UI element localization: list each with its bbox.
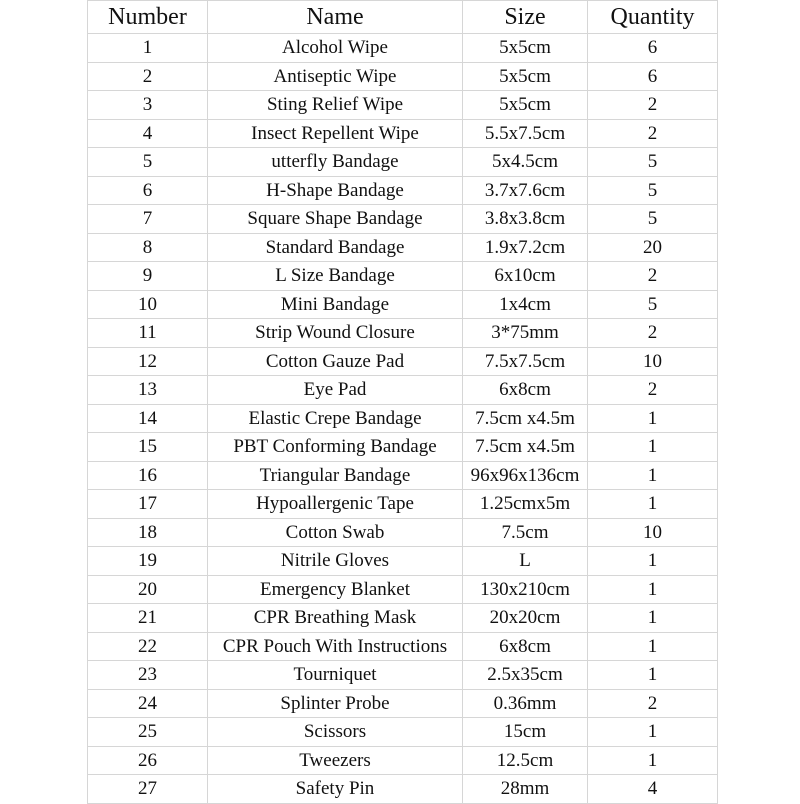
cell-quantity: 5 bbox=[588, 148, 718, 177]
cell-size: 5x4.5cm bbox=[463, 148, 588, 177]
table-body bbox=[88, 34, 718, 804]
cell-quantity: 1 bbox=[588, 632, 718, 661]
table-row bbox=[88, 661, 718, 690]
cell-number: 10 bbox=[88, 290, 208, 319]
cell-quantity: 5 bbox=[588, 290, 718, 319]
cell-name: Hypoallergenic Tape bbox=[208, 490, 463, 519]
cell-number: 14 bbox=[88, 404, 208, 433]
cell-name: Tweezers bbox=[208, 746, 463, 775]
cell-name: Splinter Probe bbox=[208, 689, 463, 718]
header-quantity: Quantity bbox=[588, 1, 718, 34]
cell-size: 2.5x35cm bbox=[463, 661, 588, 690]
cell-name: Cotton Gauze Pad bbox=[208, 347, 463, 376]
cell-quantity: 1 bbox=[588, 575, 718, 604]
table-row bbox=[88, 262, 718, 291]
cell-size: 1.25cmx5m bbox=[463, 490, 588, 519]
cell-size: 6x8cm bbox=[463, 376, 588, 405]
cell-number: 24 bbox=[88, 689, 208, 718]
cell-size: 6x10cm bbox=[463, 262, 588, 291]
table-row bbox=[88, 547, 718, 576]
cell-quantity: 1 bbox=[588, 661, 718, 690]
cell-number: 4 bbox=[88, 119, 208, 148]
cell-number: 25 bbox=[88, 718, 208, 747]
cell-number: 27 bbox=[88, 775, 208, 804]
cell-size: 96x96x136cm bbox=[463, 461, 588, 490]
cell-size: 7.5x7.5cm bbox=[463, 347, 588, 376]
cell-quantity: 1 bbox=[588, 547, 718, 576]
cell-quantity: 1 bbox=[588, 404, 718, 433]
cell-name: L Size Bandage bbox=[208, 262, 463, 291]
cell-number: 2 bbox=[88, 62, 208, 91]
cell-quantity: 2 bbox=[588, 319, 718, 348]
cell-name: CPR Pouch With Instructions bbox=[208, 632, 463, 661]
cell-quantity: 2 bbox=[588, 376, 718, 405]
cell-number: 3 bbox=[88, 91, 208, 120]
cell-quantity: 4 bbox=[588, 775, 718, 804]
cell-size: 12.5cm bbox=[463, 746, 588, 775]
cell-size: 0.36mm bbox=[463, 689, 588, 718]
table-row bbox=[88, 176, 718, 205]
cell-quantity: 1 bbox=[588, 490, 718, 519]
cell-quantity: 2 bbox=[588, 262, 718, 291]
cell-quantity: 1 bbox=[588, 604, 718, 633]
cell-size: 7.5cm x4.5m bbox=[463, 404, 588, 433]
table-row bbox=[88, 632, 718, 661]
cell-number: 5 bbox=[88, 148, 208, 177]
header-row bbox=[88, 1, 718, 34]
cell-size: 7.5cm x4.5m bbox=[463, 433, 588, 462]
cell-quantity: 5 bbox=[588, 205, 718, 234]
cell-quantity: 6 bbox=[588, 34, 718, 63]
cell-number: 17 bbox=[88, 490, 208, 519]
cell-name: Square Shape Bandage bbox=[208, 205, 463, 234]
cell-size: 15cm bbox=[463, 718, 588, 747]
cell-quantity: 2 bbox=[588, 91, 718, 120]
table-row bbox=[88, 718, 718, 747]
cell-size: 130x210cm bbox=[463, 575, 588, 604]
table-row bbox=[88, 233, 718, 262]
cell-number: 6 bbox=[88, 176, 208, 205]
cell-number: 23 bbox=[88, 661, 208, 690]
cell-number: 8 bbox=[88, 233, 208, 262]
cell-number: 22 bbox=[88, 632, 208, 661]
cell-name: Triangular Bandage bbox=[208, 461, 463, 490]
cell-name: Insect Repellent Wipe bbox=[208, 119, 463, 148]
cell-quantity: 10 bbox=[588, 347, 718, 376]
cell-name: H-Shape Bandage bbox=[208, 176, 463, 205]
cell-number: 19 bbox=[88, 547, 208, 576]
cell-number: 16 bbox=[88, 461, 208, 490]
table-row bbox=[88, 119, 718, 148]
cell-size: 28mm bbox=[463, 775, 588, 804]
first-aid-kit-contents-table-container bbox=[87, 0, 718, 804]
cell-name: Emergency Blanket bbox=[208, 575, 463, 604]
table-row bbox=[88, 62, 718, 91]
cell-name: Scissors bbox=[208, 718, 463, 747]
cell-name: utterfly Bandage bbox=[208, 148, 463, 177]
cell-number: 7 bbox=[88, 205, 208, 234]
cell-name: Alcohol Wipe bbox=[208, 34, 463, 63]
table-row bbox=[88, 34, 718, 63]
table-row bbox=[88, 347, 718, 376]
cell-size: 7.5cm bbox=[463, 518, 588, 547]
cell-number: 12 bbox=[88, 347, 208, 376]
cell-number: 20 bbox=[88, 575, 208, 604]
cell-quantity: 6 bbox=[588, 62, 718, 91]
cell-name: Cotton Swab bbox=[208, 518, 463, 547]
table-row bbox=[88, 689, 718, 718]
table-row bbox=[88, 433, 718, 462]
cell-name: Antiseptic Wipe bbox=[208, 62, 463, 91]
table-row bbox=[88, 604, 718, 633]
cell-name: Safety Pin bbox=[208, 775, 463, 804]
cell-number: 1 bbox=[88, 34, 208, 63]
cell-quantity: 1 bbox=[588, 461, 718, 490]
cell-quantity: 2 bbox=[588, 689, 718, 718]
cell-size: 3*75mm bbox=[463, 319, 588, 348]
cell-name: Sting Relief Wipe bbox=[208, 91, 463, 120]
cell-name: Strip Wound Closure bbox=[208, 319, 463, 348]
header-name: Name bbox=[208, 1, 463, 34]
first-aid-kit-contents-table bbox=[87, 0, 718, 804]
cell-number: 18 bbox=[88, 518, 208, 547]
table-row bbox=[88, 404, 718, 433]
header-size: Size bbox=[463, 1, 588, 34]
cell-size: 5x5cm bbox=[463, 91, 588, 120]
cell-number: 21 bbox=[88, 604, 208, 633]
cell-number: 15 bbox=[88, 433, 208, 462]
cell-quantity: 10 bbox=[588, 518, 718, 547]
cell-name: PBT Conforming Bandage bbox=[208, 433, 463, 462]
cell-name: Standard Bandage bbox=[208, 233, 463, 262]
cell-size: 5x5cm bbox=[463, 62, 588, 91]
cell-name: Mini Bandage bbox=[208, 290, 463, 319]
table-row bbox=[88, 91, 718, 120]
cell-size: 3.8x3.8cm bbox=[463, 205, 588, 234]
cell-quantity: 2 bbox=[588, 119, 718, 148]
table-row bbox=[88, 518, 718, 547]
cell-number: 9 bbox=[88, 262, 208, 291]
cell-quantity: 1 bbox=[588, 746, 718, 775]
cell-number: 26 bbox=[88, 746, 208, 775]
cell-size: L bbox=[463, 547, 588, 576]
cell-name: Elastic Crepe Bandage bbox=[208, 404, 463, 433]
table-row bbox=[88, 319, 718, 348]
table-row bbox=[88, 290, 718, 319]
cell-size: 20x20cm bbox=[463, 604, 588, 633]
cell-size: 1.9x7.2cm bbox=[463, 233, 588, 262]
cell-number: 11 bbox=[88, 319, 208, 348]
cell-quantity: 20 bbox=[588, 233, 718, 262]
cell-number: 13 bbox=[88, 376, 208, 405]
cell-size: 6x8cm bbox=[463, 632, 588, 661]
cell-quantity: 5 bbox=[588, 176, 718, 205]
table-row bbox=[88, 376, 718, 405]
cell-size: 1x4cm bbox=[463, 290, 588, 319]
table-header bbox=[88, 1, 718, 34]
cell-quantity: 1 bbox=[588, 433, 718, 462]
table-row bbox=[88, 575, 718, 604]
cell-quantity: 1 bbox=[588, 718, 718, 747]
cell-name: Nitrile Gloves bbox=[208, 547, 463, 576]
cell-name: Eye Pad bbox=[208, 376, 463, 405]
cell-name: CPR Breathing Mask bbox=[208, 604, 463, 633]
cell-name: Tourniquet bbox=[208, 661, 463, 690]
table-row bbox=[88, 490, 718, 519]
cell-size: 3.7x7.6cm bbox=[463, 176, 588, 205]
cell-size: 5x5cm bbox=[463, 34, 588, 63]
table-row bbox=[88, 461, 718, 490]
cell-size: 5.5x7.5cm bbox=[463, 119, 588, 148]
table-row bbox=[88, 205, 718, 234]
table-row bbox=[88, 148, 718, 177]
table-row bbox=[88, 746, 718, 775]
header-number: Number bbox=[88, 1, 208, 34]
table-row bbox=[88, 775, 718, 804]
